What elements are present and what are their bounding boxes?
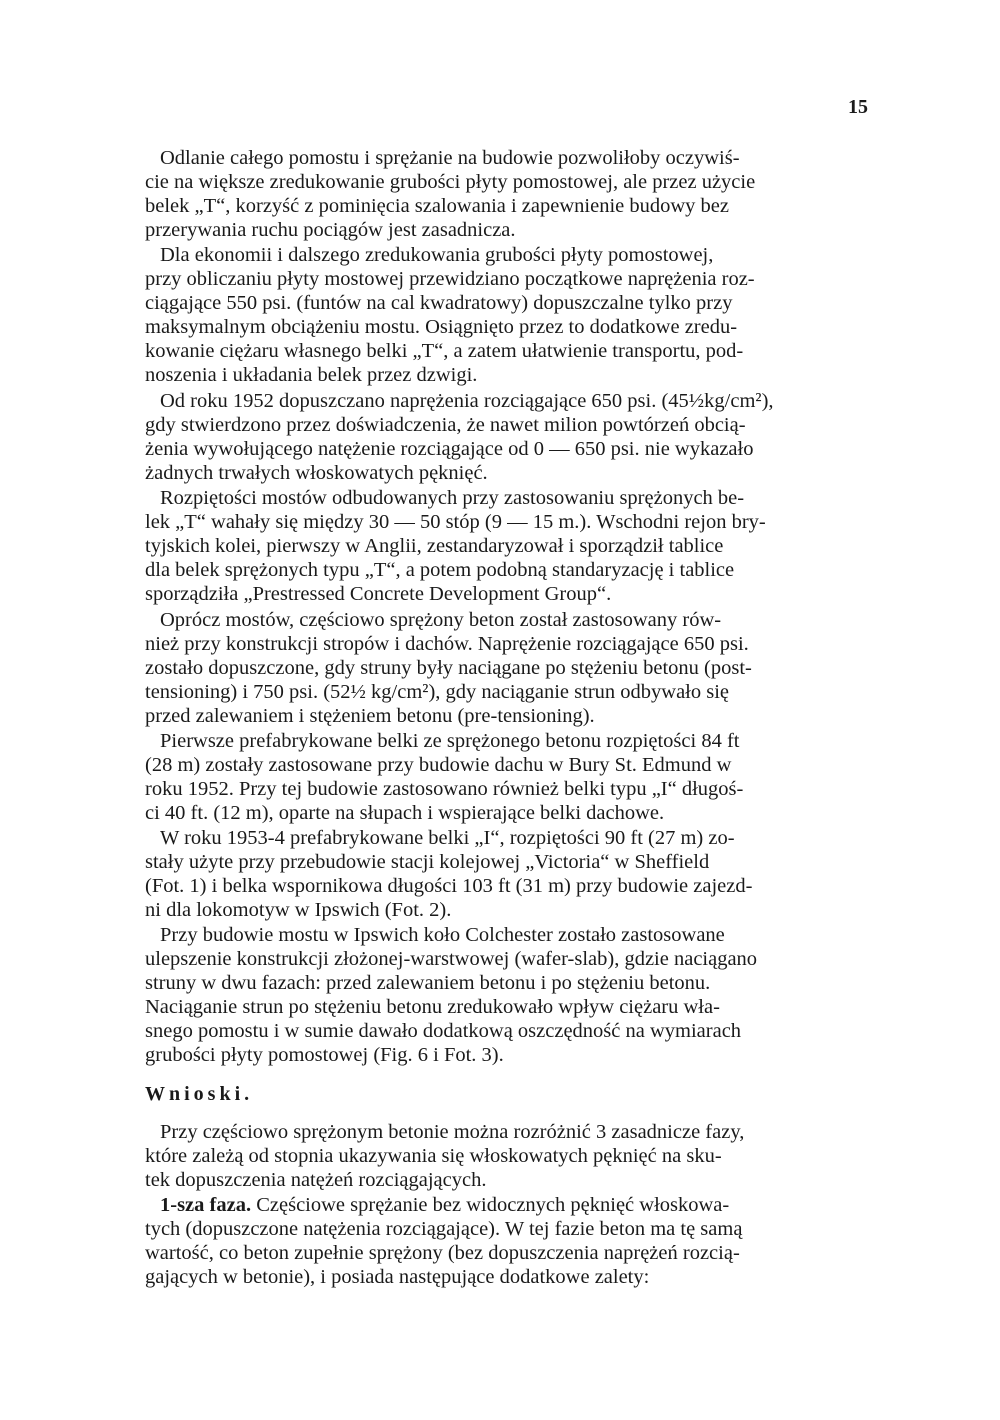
text-line: sporządziła „Prestressed Concrete Development Group“. (145, 583, 612, 605)
text-line: Przy budowie mostu w Ipswich koło Colchester zostało zastosowane (160, 924, 725, 946)
text-line: Pierwsze prefabrykowane belki ze sprężonego betonu rozpiętości 84 ft (160, 730, 740, 752)
text-line: Dla ekonomii i dalszego zredukowania grubości płyty pomostowej, (160, 244, 714, 266)
text-line: kowanie ciężaru własnego belki „T“, a zatem ułatwienie transportu, pod- (145, 340, 744, 362)
text-line: maksymalnym obciążeniu mostu. Osiągnięto przez to dodatkowe zredu- (145, 316, 738, 338)
run-in-label: 1-sza faza. (160, 1194, 252, 1216)
text-line (160, 1193, 868, 1217)
text-line: Naciąganie strun po stężeniu betonu zredukowało wpływ ciężaru wła- (145, 996, 720, 1018)
text-line: Od roku 1952 dopuszczano naprężenia rozciągające 650 psi. (45½kg/cm²), (160, 390, 774, 412)
text-line: przy obliczaniu płyty mostowej przewidziano początkowe naprężenia roz- (145, 268, 755, 290)
text-line: ni dla lokomotyw w Ipswich (Fot. 2). (145, 899, 452, 921)
text-line: tych (dopuszczone natężenia rozciągające). W tej fazie beton ma tę samą (145, 1218, 743, 1240)
text-line: (Fot. 1) i belka wspornikowa długości 103 ft (31 m) przy budowie zajezd- (145, 875, 753, 897)
text-line: przerywania ruchu pociągów jest zasadnicza. (145, 219, 516, 241)
text-line: Przy częściowo sprężonym betonie można rozróżnić 3 zasadnicze fazy, (160, 1121, 745, 1143)
text-line: ci 40 ft. (12 m), oparte na słupach i wspierające belki dachowe. (145, 802, 665, 824)
text-line: żenia wywołującego natężenie rozciągające od 0 — 650 psi. nie wykazało (145, 438, 754, 460)
text-line: Odlanie całego pomostu i sprężanie na budowie pozwoliłoby oczywiś- (160, 147, 740, 169)
section-heading: Wnioski. (145, 1083, 254, 1105)
text-line: nież przy konstrukcji stropów i dachów. Naprężenie rozciągające 650 psi. (145, 633, 749, 655)
text-line: wartość, co beton zupełnie sprężony (bez dopuszczenia naprężeń rozcią- (145, 1242, 740, 1264)
text-line: belek „T“, korzyść z pominięcia szalowania i zapewnienie budowy bez (145, 195, 729, 217)
text-line: tek dopuszczenia natężeń rozciągających. (145, 1169, 487, 1191)
text-line: W roku 1953-4 prefabrykowane belki „I“, rozpiętości 90 ft (27 m) zo- (160, 827, 735, 849)
text-line: stały użyte przy przebudowie stacji kolejowej „Victoria“ w Sheffield (145, 851, 710, 873)
text-line: dla belek sprężonych typu „T“, a potem podobną standaryzację i tablice (145, 559, 735, 581)
text-span: Częściowe sprężanie bez widocznych pęknięć włoskowa- (251, 1194, 730, 1216)
text-line: zostało dopuszczone, gdy struny były naciągane po stężeniu betonu (post- (145, 657, 752, 679)
text-line: roku 1952. Przy tej budowie zastosowano również belki typu „I“ długoś- (145, 778, 744, 800)
text-line: gdy stwierdzono przez doświadczenia, że nawet milion powtórzeń obcią- (145, 414, 746, 436)
text-line: tyjskich kolei, pierwszy w Anglii, zestandaryzował i sporządził tablice (145, 535, 724, 557)
text-line: lek „T“ wahały się między 30 — 50 stóp (9 — 15 m.). Wschodni rejon bry- (145, 511, 766, 533)
text-line: ulepszenie konstrukcji złożonej-warstwowej (wafer-slab), gdzie naciągano (145, 948, 758, 970)
text-line: grubości płyty pomostowej (Fig. 6 i Fot. 3). (145, 1044, 504, 1066)
text-line: przed zalewaniem i stężeniem betonu (pre-tensioning). (145, 705, 595, 727)
text-line: noszenia i układania belek przez dzwigi. (145, 364, 478, 386)
text-line: struny w dwu fazach: przed zalewaniem betonu i po stężeniu betonu. (145, 972, 711, 994)
text-line: które zależą od stopnia ukazywania się włoskowatych pęknięć na sku- (145, 1145, 722, 1167)
text-line: ciągające 550 psi. (funtów na cal kwadratowy) dopuszczalne tylko przy (145, 292, 733, 314)
text-line: cie na większe zredukowanie grubości płyty pomostowej, ale przez użycie (145, 171, 756, 193)
text-line: (28 m) zostały zastosowane przy budowie dachu w Bury St. Edmund w (145, 754, 732, 776)
text-line: gających w betonie), i posiada następujące dodatkowe zalety: (145, 1266, 650, 1288)
text-line: Oprócz mostów, częściowo sprężony beton został zastosowany rów- (160, 609, 722, 631)
text-line: Rozpiętości mostów odbudowanych przy zastosowaniu sprężonych be- (160, 487, 745, 509)
text-line: tensioning) i 750 psi. (52½ kg/cm²), gdy naciąganie strun odbywało się (145, 681, 730, 703)
page-number: 15 (848, 96, 868, 118)
text-line: snego pomostu i w sumie dawało dodatkową oszczędność na wymiarach (145, 1020, 742, 1042)
text-line: żadnych trwałych włoskowatych pęknięć. (145, 462, 488, 484)
